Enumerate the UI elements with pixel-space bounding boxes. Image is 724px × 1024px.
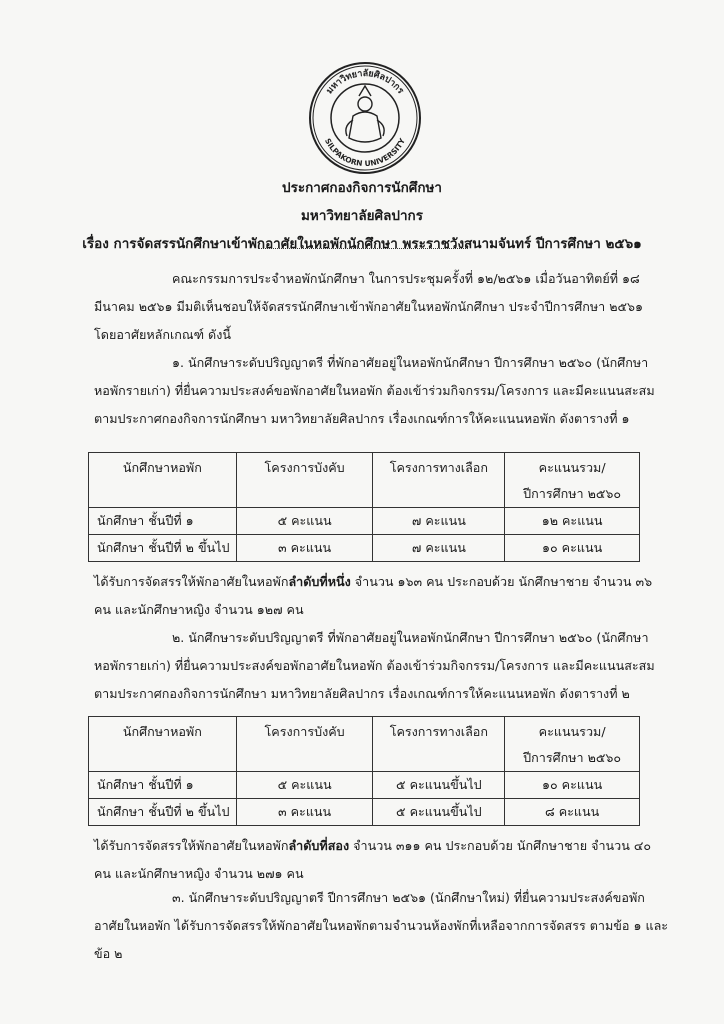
- table-cell: ๕ คะแนน: [236, 772, 373, 799]
- table-cell: ๕ คะแนนขึ้นไป: [373, 772, 505, 799]
- item-1-line: หอพักรายเก่า) ที่ยื่นความประสงค์ขอพักอาศัยในหอพัก ต้องเข้าร่วมกิจกรรม/โครงการ และมีคะแนนสะสม: [94, 383, 655, 398]
- item-1-paragraph: [94, 349, 655, 433]
- university-seal-icon: [307, 60, 423, 176]
- table-row: [89, 799, 640, 826]
- table-row: [89, 535, 640, 562]
- result-2-count: จำนวน ๓๑๑ คน ประกอบด้วย นักศึกษาชาย จำนวน ๔๐: [349, 838, 652, 853]
- criteria-table-1: [88, 452, 640, 562]
- table-header-cell: [505, 717, 640, 772]
- result-1-count: จำนวน ๑๖๓ คน ประกอบด้วย นักศึกษาชาย จำนวน ๓๖: [350, 574, 653, 589]
- table-cell: ๗ คะแนน: [373, 508, 505, 535]
- seal-text-top: มหาวิทยาลัยศิลปากร: [324, 68, 406, 97]
- table-cell: ๕ คะแนน: [236, 508, 373, 535]
- table-row: [89, 772, 640, 799]
- item-1-line: ๑. นักศึกษาระดับปริญญาตรี ที่พักอาศัยอยู่ในหอพักนักศึกษา ปีการศึกษา ๒๕๖๐ (นักศึกษา: [172, 355, 649, 370]
- item-2-line: ๒. นักศึกษาระดับปริญญาตรี ที่พักอาศัยอยู่ในหอพักนักศึกษา ปีการศึกษา ๒๕๖๐ (นักศึกษา: [172, 630, 649, 645]
- svg-text:มหาวิทยาลัยศิลปากร: [325, 68, 406, 96]
- table-cell: ๕ คะแนนขึ้นไป: [373, 799, 505, 826]
- table-cell: ๓ คะแนน: [236, 535, 373, 562]
- table-cell: ๗ คะแนน: [373, 535, 505, 562]
- result-2-line: [94, 832, 652, 860]
- item-2-paragraph: [94, 624, 655, 708]
- criteria-table-2: [88, 716, 640, 826]
- table-header-row: [89, 717, 640, 772]
- table-header-cell: โครงการทางเลือก: [373, 453, 505, 508]
- item-3-paragraph: [94, 884, 669, 968]
- table-header-cell: โครงการบังคับ: [236, 717, 373, 772]
- result-1-line: [94, 568, 653, 596]
- result-2-line: คน และนักศึกษาหญิง จำนวน ๒๗๑ คน: [94, 866, 304, 881]
- result-1-rank: ลำดับที่หนึ่ง: [288, 574, 351, 589]
- result-2-rank: ลำดับที่สอง: [288, 838, 350, 853]
- item-2-line: หอพักรายเก่า) ที่ยื่นความประสงค์ขอพักอาศัยในหอพัก ต้องเข้าร่วมกิจกรรม/โครงการ และมีคะแนนสะสม: [94, 658, 655, 673]
- announcement-header: [60, 174, 664, 258]
- intro-line: คณะกรรมการประจำหอพักนักศึกษา ในการประชุมครั้งที่ ๑๒/๒๕๖๑ เมื่อวันอาทิตย์ที่ ๑๘: [172, 271, 640, 286]
- intro-line: มีนาคม ๒๕๖๑ มีมติเห็นชอบให้จัดสรรนักศึกษาเข้าพักอาศัยในหอพักนักศึกษา ประจำปีการศึกษา ๒๕๖๑: [94, 299, 644, 314]
- item-1-line: ตามประกาศกองกิจการนักศึกษา มหาวิทยาลัยศิลปากร เรื่องเกณฑ์การให้คะแนนหอพัก ดังตารางที่ ๑: [94, 411, 630, 426]
- table-row: [89, 508, 640, 535]
- header-line-2: มหาวิทยาลัยศิลปากร: [301, 208, 423, 224]
- result-1-line: คน และนักศึกษาหญิง จำนวน ๑๒๗ คน: [94, 602, 304, 617]
- header-line-3: เรื่อง การจัดสรรนักศึกษาเข้าพักอาศัยในหอพักนักศึกษา พระราชวังสนามจันทร์ ปีการศึกษา ๒๕๖๑: [82, 236, 642, 252]
- table-header-cell: [505, 453, 640, 508]
- table-header-cell: นักศึกษาหอพัก: [89, 453, 237, 508]
- seal-text-bottom: SILPAKORN UNIVERSITY: [323, 136, 407, 169]
- table-cell: ๑๒ คะแนน: [505, 508, 640, 535]
- table-cell: ๑๐ คะแนน: [505, 535, 640, 562]
- header-year-label: ปีการศึกษา ๒๕๖๐: [523, 750, 622, 765]
- table-header-cell: โครงการบังคับ: [236, 453, 373, 508]
- item-3-line: อาศัยในหอพัก ได้รับการจัดสรรให้พักอาศัยในหอพักตามจำนวนห้องพักที่เหลือจากการจัดสรร ตามข้อ ๑ และ: [94, 918, 669, 933]
- result-2-text: ได้รับการจัดสรรให้พักอาศัยในหอพัก: [94, 838, 289, 853]
- table-cell: นักศึกษา ชั้นปีที่ ๑: [89, 772, 237, 799]
- intro-paragraph: [94, 265, 644, 349]
- header-year-label: ปีการศึกษา ๒๕๖๐: [523, 486, 622, 501]
- dotted-divider: [258, 248, 468, 249]
- table-cell: นักศึกษา ชั้นปีที่ ๑: [89, 508, 237, 535]
- table-cell: ๑๐ คะแนน: [505, 772, 640, 799]
- item-3-line: ข้อ ๒: [94, 946, 123, 961]
- table-cell: นักศึกษา ชั้นปีที่ ๒ ขึ้นไป: [89, 535, 237, 562]
- header-line-1: ประกาศกองกิจการนักศึกษา: [282, 180, 442, 196]
- table-cell: นักศึกษา ชั้นปีที่ ๒ ขึ้นไป: [89, 799, 237, 826]
- result-1-text: ได้รับการจัดสรรให้พักอาศัยในหอพัก: [94, 574, 289, 589]
- result-1-paragraph: [94, 568, 653, 624]
- item-3-line: ๓. นักศึกษาระดับปริญญาตรี ปีการศึกษา ๒๕๖๑ (นักศึกษาใหม่) ที่ยื่นความประสงค์ขอพัก: [172, 890, 645, 905]
- item-2-line: ตามประกาศกองกิจการนักศึกษา มหาวิทยาลัยศิลปากร เรื่องเกณฑ์การให้คะแนนหอพัก ดังตารางที่ ๒: [94, 686, 630, 701]
- header-total-label: คะแนนรวม/: [538, 724, 606, 739]
- intro-line: โดยอาศัยหลักเกณฑ์ ดังนี้: [94, 327, 231, 342]
- result-2-paragraph: [94, 832, 652, 888]
- table-header-row: [89, 453, 640, 508]
- table-header-cell: โครงการทางเลือก: [373, 717, 505, 772]
- table-cell: ๓ คะแนน: [236, 799, 373, 826]
- header-total-label: คะแนนรวม/: [538, 460, 606, 475]
- table-cell: ๘ คะแนน: [505, 799, 640, 826]
- table-header-cell: นักศึกษาหอพัก: [89, 717, 237, 772]
